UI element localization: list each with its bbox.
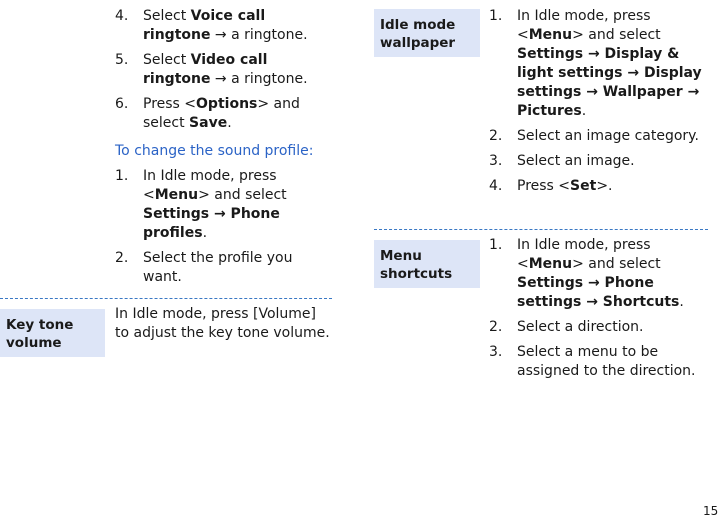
step-bold-text: Video call ringtone bbox=[143, 52, 268, 87]
key-tone-volume-tag: Key tone volume bbox=[0, 309, 105, 357]
step-number: 5. bbox=[115, 52, 129, 68]
step-text: Press < bbox=[143, 96, 197, 112]
list-item bbox=[115, 167, 330, 243]
step-text: Select an image category. bbox=[517, 128, 699, 144]
step-bold-text: Options bbox=[196, 96, 258, 112]
key-tone-volume-text: In Idle mode, press [Volume] to adjust the key tone volume. bbox=[115, 306, 330, 341]
page-number: 15 bbox=[703, 504, 719, 518]
left-column bbox=[115, 7, 330, 293]
shortcuts-steps bbox=[489, 236, 707, 381]
step-number: 2. bbox=[489, 319, 503, 335]
step-bold-text: Save bbox=[189, 115, 228, 131]
step-text: . bbox=[581, 103, 587, 119]
step-text: In Idle mode, press < bbox=[517, 237, 651, 272]
list-item bbox=[489, 236, 707, 312]
step-text: → a ringtone. bbox=[210, 27, 308, 43]
list-item bbox=[489, 177, 704, 196]
step-number: 1. bbox=[489, 8, 503, 24]
step-text: → a ringtone. bbox=[210, 71, 308, 87]
step-text: Select the profile you want. bbox=[143, 250, 293, 285]
ringtone-steps bbox=[115, 7, 330, 133]
step-text: > and select bbox=[143, 96, 300, 131]
list-item bbox=[115, 7, 330, 45]
step-number: 4. bbox=[489, 178, 503, 194]
step-bold-text: Settings → Display & light settings → Display settings → Wallpaper → Pictures bbox=[517, 46, 702, 119]
step-number: 3. bbox=[489, 344, 503, 360]
step-text: Press < bbox=[517, 178, 571, 194]
step-number: 4. bbox=[115, 8, 129, 24]
step-bold-text: Settings → Phone settings → Shortcuts bbox=[517, 275, 680, 310]
list-item bbox=[489, 152, 704, 171]
list-item bbox=[115, 95, 330, 133]
step-text: Select bbox=[143, 52, 191, 68]
shortcuts-section bbox=[489, 236, 707, 387]
step-text: > and select bbox=[198, 187, 287, 203]
step-number: 2. bbox=[115, 250, 129, 266]
idle-mode-wallpaper-tag: Idle mode wallpaper bbox=[374, 9, 480, 57]
section-divider bbox=[374, 229, 708, 230]
step-bold-text: Voice call ringtone bbox=[143, 8, 266, 43]
step-text: In Idle mode, press < bbox=[143, 168, 277, 203]
step-bold-text: Menu bbox=[528, 256, 573, 272]
step-number: 1. bbox=[115, 168, 129, 184]
step-text: Select an image. bbox=[517, 153, 635, 169]
list-item bbox=[115, 51, 330, 89]
step-text: Select bbox=[143, 8, 191, 24]
step-bold-text: Settings → Phone profiles bbox=[143, 206, 280, 241]
list-item bbox=[489, 7, 704, 121]
step-text: > and select bbox=[572, 256, 661, 272]
step-text: >. bbox=[596, 178, 613, 194]
list-item bbox=[115, 249, 330, 287]
step-bold-text: Menu bbox=[154, 187, 199, 203]
step-text: > and select bbox=[572, 27, 661, 43]
step-number: 6. bbox=[115, 96, 129, 112]
step-text: Select a direction. bbox=[517, 319, 644, 335]
wallpaper-section bbox=[489, 7, 704, 202]
step-text: . bbox=[227, 115, 232, 131]
step-text: In Idle mode, press < bbox=[517, 8, 651, 43]
menu-shortcuts-tag: Menu shortcuts bbox=[374, 240, 480, 288]
sound-profile-steps bbox=[115, 167, 330, 287]
step-bold-text: Set bbox=[570, 178, 597, 194]
list-item bbox=[489, 318, 707, 337]
sound-profile-heading: To change the sound profile: bbox=[115, 143, 314, 159]
step-number: 3. bbox=[489, 153, 503, 169]
step-number: 1. bbox=[489, 237, 503, 253]
step-text: . bbox=[679, 294, 684, 310]
list-item bbox=[489, 343, 707, 381]
step-text: . bbox=[202, 225, 208, 241]
wallpaper-steps bbox=[489, 7, 704, 196]
step-number: 2. bbox=[489, 128, 503, 144]
step-bold-text: Menu bbox=[528, 27, 573, 43]
step-text: Select a menu to be assigned to the direction. bbox=[517, 344, 696, 379]
section-divider bbox=[0, 298, 332, 299]
list-item bbox=[489, 127, 704, 146]
